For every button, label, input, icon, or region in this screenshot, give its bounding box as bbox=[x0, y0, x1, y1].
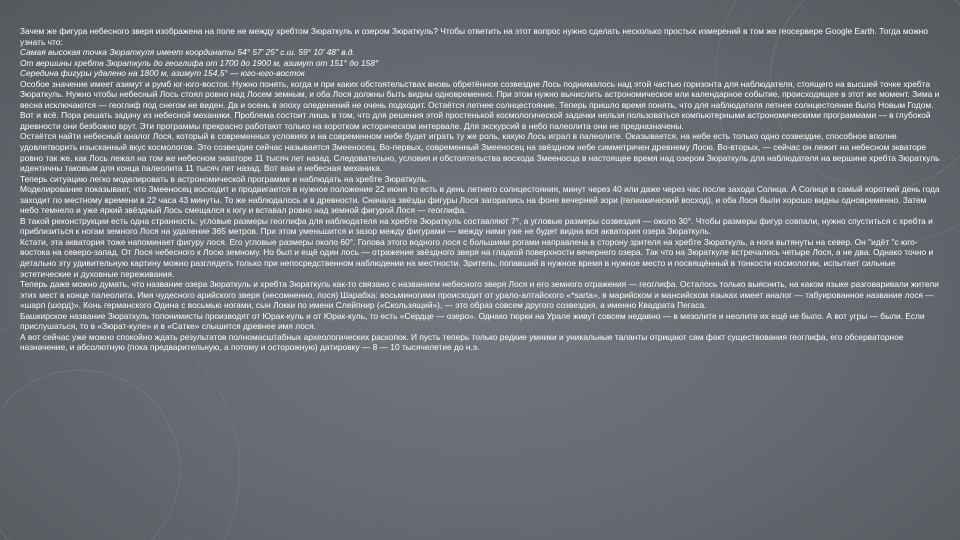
paragraph-bashkir: Башкирское название Зюраткуль топонимисты производят от Юрак-куль и от Юрак-куль, то есть «Сердце — озеро». Однако тюрки на Урале живут совсем недавно — в мезолите и неолите их ещё не было. А вот угры — были. Если прислушаться, то в «Зюрат-куле» и в «Сатке» слышится древнее имя лося. bbox=[20, 310, 925, 332]
paragraph-modeling: Моделирование показывает, что Змееносец восходит и продвигается в нужное положение 22 июня то есть в день летнего солнцестояния, минут через 40 или даже через час после захода Солнца. А Солнце в самый короткий день года заходит по местному времени в 22 часа 43 минуты. То же наблюдалось и в древности. Сначала звёзды фигуры Лося загорались на фоне вечерней зори (гелиакический восход), и оба Лося были хорошо видны одновременно. Затем небо темнело и уже яркий звёздный Лось смещался к югу и вставал ровно над земной фигурой Лося — геоглифа. bbox=[20, 184, 940, 216]
figure-center-line: Середина фигуры удалено на 1800 м, азимут 154,5° — юго-юго-восток bbox=[20, 68, 305, 79]
paragraph-angular-size: В такой реконструкции есть одна странность: угловые размеры геоглифа для наблюдателя на хребте Зюраткуль составляют 7°, а угловые размеры созвездия — около 30°. Чтобы размеры фигур совпали, нужно спуститься с хребта и приблизиться к ногам земного Лося на удаление 365 метров. При этом уменьшится и зазор между фигурами — между ними уже не будет видна вся акватория озера Зюраткуль. bbox=[20, 215, 933, 237]
intro-paragraph: Зачем же фигура небесного зверя изображена на поле не между хребтом Зюраткуль и озером Зюраткуль? Чтобы ответить на этот вопрос нужно сделать несколько простых измерений в том же геосервере Google Earth. Тогда можно узнать что: bbox=[20, 26, 929, 47]
coordinates-line: Самая высокая точка Зюраткуля имеет координаты 54° 57' 25" с.ш. 59° 10' 48" в.д. bbox=[20, 47, 355, 58]
paragraph-conclusion: А вот сейчас уже можно спокойно ждать результатов полномасштабных археологических раскопок. И пусть теперь только редкие умники и уникальные таланты отрицают сам факт существования геоглифа, его обсерваторное назначение, и абсолютную (пока предварительную, а потому и осторожную) датировку — 8 — 10 тысячелетие до н.э. bbox=[20, 331, 904, 353]
distance-line: От вершины хребта Зюраткуль до геоглифа от 1700 до 1900 м, азимут от 151° до 158° bbox=[20, 57, 379, 68]
paragraph-name-origin: Теперь даже можно думать, что название озера Зюраткуль и хребта Зюраткуль как-то связано с названием небесного зверя Лося и его земного отражения — геоглифа. Осталось только выяснить, на каком языке разговаривали жители этих мест в конце палеолита. Имя чудесного арийского зверя (несомненно, лося) Шарабха: восьминогими происходит от урало-алтайского «*sarta», в марийском и мансийском языках имеет аналог — табуированное название лося — «шарп (шорд)». Конь германского Одина с восьмью ногами, сын Локки по имени Слейпнир («Скользящий»), — это образ совсем другого созвездия, а именно Квадрата Пегаса. bbox=[20, 279, 939, 311]
article-text bbox=[20, 26, 940, 353]
paragraph-azimuth: Особое значение имеет азимут и румб юг-юго-восток. Нужно понять, когда и при каких обстоятельствах вновь обретённое созвездие Лось поднималось над этой частью горизонта для наблюдателя, стоящего на высшей точке хребта Зюраткуль. Нужно чтобы небесный Лось стоял ровно над Лосем земным, и оба Лося должны быть видны одновременно. При этом нужно вычислить астрономическое или календарное событие, происходящее в этот же момент. Зима и весна исключаются — геоглиф под снегом не виден. Да и осень в эпоху оледенений не очень подходит. Остаётся летнее солнцестояние. Теперь пришло время понять, что для наблюдателя летнее солнцестояние было Новым Годом. Вот и всё. Пора решать задачу из небесной механики. Проблема состоит лишь в том, что для решения этой простенькой космологической задачки нельзя пользоваться компьютерными астрономическими программами — в глубокой древности они безбожно врут. Эти программы прекрасно работают только на коротком историческом интервале. Для экскурсий в небо палеолита они не предназначены. bbox=[20, 78, 940, 131]
paragraph-modeling-intro: Теперь ситуацию легко моделировать в астрономической программе и наблюдать на хребте Зюраткуль. bbox=[20, 173, 429, 184]
paragraph-lake: Кстати, эта акватория тоже напоминает фигуру лося. Его угловые размеры около 60°. Голова этого водного лося с большими рогами направлена в сторону зрителя на хребте Зюраткуль, а ноги вытянуты на север. Он "идёт "с юго-востока на северо-запад. От Лося небесного к Лосю земному. Но был и ещё один лось — отражение звёздного зверя на гладкой поверхности вечернего озера. Так что на Зюраткуле встречались четыре Лося, а не два. Однако точно и детально эту удивительную картину можно разглядеть только при непосредственном наблюдении на местности. Зритель, попавший в нужное время в нужное место и посвящённый в тонкости космологии, испытает сильные эстетические и духовные переживания. bbox=[20, 236, 934, 279]
paragraph-ophiuchus: Остаётся найти небесный аналог Лося, который в современных условиях и на современном небе будет играть ту же роль, какую Лось играл в палеолите. Оказывается, на небе есть только одно созвездие, способное вполне удовлетворить изысканный вкус космологов. Это созвездие сейчас называется Змееносец. Во-первых, современный Змееносец на звёздном небе симметричен древнему Лосю. Во-вторых, — сейчас он лежит на небесном экваторе ровно так же, как Лось лежал на том же небесном экваторе 11 тысяч лет назад. Следовательно, условия и обстоятельства восхода Змееносца в настоящее время над озером Зюраткуль для наблюдателя на вершине хребта Зюраткуль идентичны таковым для конца палеолита 11 тысяч лет назад. Вот вам и небесная механика. bbox=[20, 131, 940, 174]
